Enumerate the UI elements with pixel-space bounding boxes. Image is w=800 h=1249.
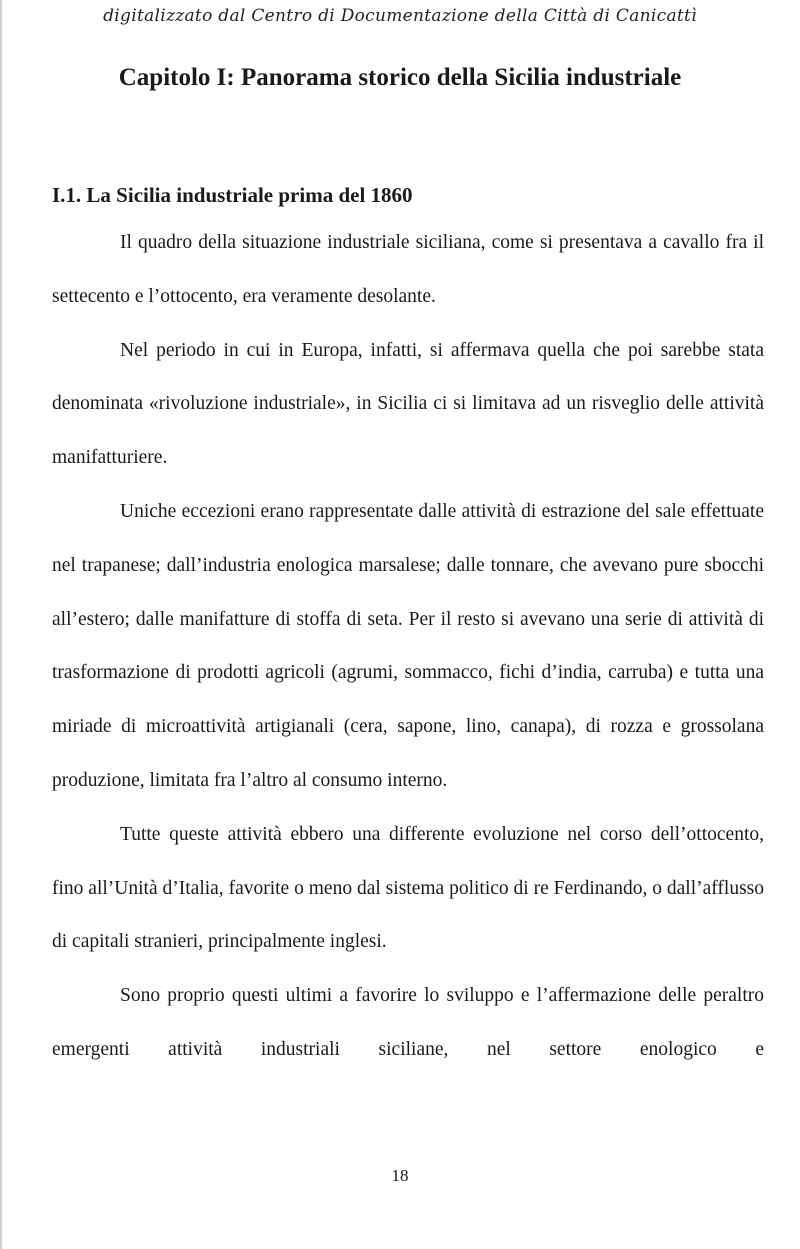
paragraph: Sono proprio questi ultimi a favorire lo sviluppo e l’affermazione delle peraltro emergenti attività industriali siciliane, nel settore enologico e <box>52 985 764 1060</box>
scan-edge <box>0 0 3 1249</box>
section-title: I.1. La Sicilia industriale prima del 1860 <box>52 183 413 207</box>
paragraph: Uniche eccezioni erano rappresentate dalle attività di estrazione del sale effettuate nel trapanese; dall’industria enologica marsalese; dalle tonnare, che avevano pure sbocchi all’estero; dalle manifatture di stoffa di seta. Per il resto si avevano una serie di attività di trasformazione di prodotti agricoli (agrumi, sommacco, fichi d’india, carruba) e tutta una miriade di microattività artigianali (cera, sapone, lino, canapa), di rozza e grossolana produzione, limitata fra l’altro al consumo interno. <box>52 500 764 791</box>
paragraph: Nel periodo in cui in Europa, infatti, si affermava quella che poi sarebbe stata denominata «rivoluzione industriale», in Sicilia ci si limitava ad un risveglio delle attività manifatturiere. <box>52 339 764 469</box>
paragraph: Tutte queste attività ebbero una differente evoluzione nel corso dell’ottocento, fino all’Unità d’Italia, favorite o meno dal sistema politico di re Ferdinando, o dall’afflusso di capitali stranieri, principalmente inglesi. <box>52 823 764 953</box>
digitization-watermark: digitalizzato dal Centro di Documentazione della Città di Canicattì <box>103 6 697 26</box>
chapter-title: Capitolo I: Panorama storico della Sicilia industriale <box>118 64 682 91</box>
body-text <box>52 216 764 1077</box>
paragraph: Il quadro della situazione industriale siciliana, come si presentava a cavallo fra il settecento e l’ottocento, era veramente desolante. <box>52 232 764 307</box>
page-number: 18 <box>391 1166 409 1185</box>
